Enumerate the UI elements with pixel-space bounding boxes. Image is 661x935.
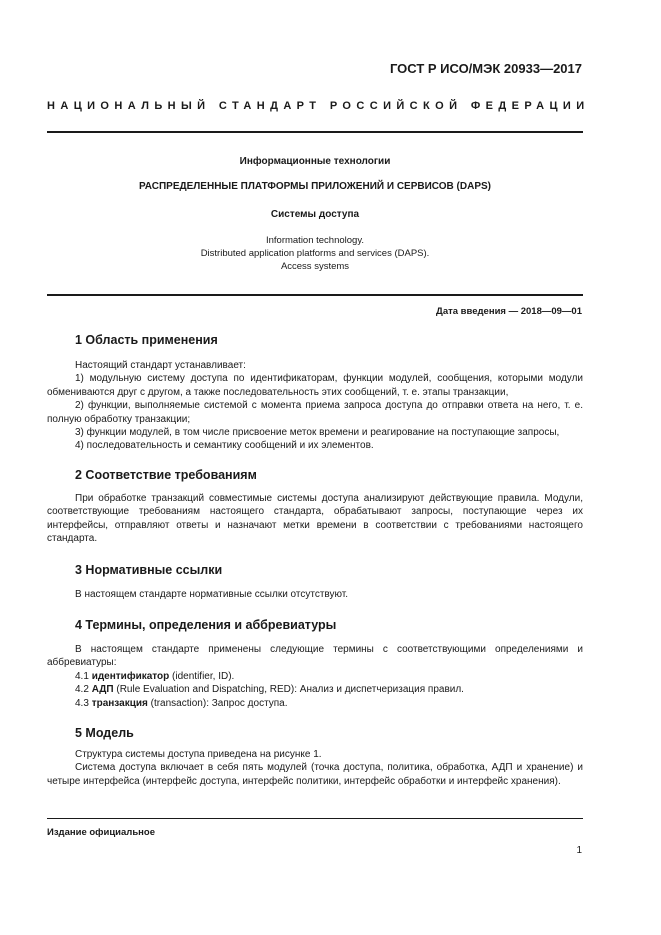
english-title-line: Access systems [280,261,350,272]
term-definition: (transaction): Запрос доступа. [147,697,288,709]
english-title-line: Distributed application platforms and services (DAPS). [200,248,430,259]
english-title-line: Information technology. [265,235,365,246]
sub-title: Системы доступа [270,209,360,220]
section-body [47,359,583,453]
effective-date: Дата введения — 2018—09—01 [436,306,582,317]
paragraph: 1) модульную систему доступа по идентификаторам, функции модулей, сообщения, которыми модули обмениваются друг с другом, а также последовательность этих сообщений, т. е. этапы транзакции, [47,373,583,398]
subject-title: Информационные технологии [239,156,391,167]
paragraph: Структура системы доступа приведена на рисунке 1. [75,749,322,760]
section-heading: 2 Соответствие требованиям [75,468,257,482]
section-heading: 4 Термины, определения и аббревиатуры [75,618,337,632]
section-heading: 1 Область применения [75,333,218,347]
paragraph: При обработке транзакций совместимые системы доступа анализируют действующие правила. Модули, соответствующие требованиям настоящего стандарта, обрабатывают запросы, поступающие через их интерфейсы, отправляют ответы и назначают метки времени в соответствии с требованиями настоящего стандарта. [47,493,583,545]
paragraph: Настоящий стандарт устанавливает: [75,360,246,371]
term-entry [47,670,583,683]
term-definition: (identifier, ID). [169,670,235,682]
header-divider [47,131,583,133]
section-body [47,643,583,710]
national-standard-banner: НАЦИОНАЛЬНЫЙ СТАНДАРТ РОССИЙСКОЙ ФЕДЕРАЦИИ [47,100,590,112]
paragraph: Система доступа включает в себя пять модулей (точка доступа, политика, обработка, АДП и хранение) и четыре интерфейса (интерфейс доступа, интерфейс политики, интерфейс обработки и интерфейс хранения). [47,762,583,787]
paragraph: 3) функции модулей, в том числе присвоение меток времени и реагирование на поступающие запросы, [75,427,560,439]
page-number: 1 [576,845,582,856]
paragraph: В настоящем стандарте применены следующие термины с соответствующими определениями и аббревиатуры: [47,644,583,669]
paragraph: В настоящем стандарте нормативные ссылки отсутствуют. [75,589,349,600]
term-entry [47,697,583,710]
section-body [47,588,583,601]
footer-divider [47,818,583,819]
section-body [47,748,583,788]
term-entry [47,683,583,696]
paragraph: 2) функции, выполняемые системой с момента приема запроса доступа до отправки ответа на него, т. е. полную обработку транзакции; [47,400,583,425]
term-number: 4.2 [75,684,89,696]
title-divider [47,294,583,296]
section-heading: 3 Нормативные ссылки [75,563,223,577]
section-heading: 5 Модель [75,726,134,740]
term-name: идентификатор [91,670,170,682]
term-name: транзакция [91,697,148,709]
main-title: РАСПРЕДЕЛЕННЫЕ ПЛАТФОРМЫ ПРИЛОЖЕНИЙ И СЕРВИСОВ (DAPS) [138,181,491,192]
paragraph: 4) последовательность и семантику сообщений и их элементов. [75,440,374,452]
term-number: 4.1 [75,670,89,682]
official-edition-label: Издание официальное [47,827,155,838]
term-definition: (Rule Evaluation and Dispatching, RED): Анализ и диспетчеризация правил. [113,684,464,696]
section-body [47,492,583,546]
term-name: АДП [91,684,114,696]
english-title [47,234,583,273]
document-number: ГОСТ Р ИСО/МЭК 20933—2017 [389,61,582,76]
term-number: 4.3 [75,697,89,709]
